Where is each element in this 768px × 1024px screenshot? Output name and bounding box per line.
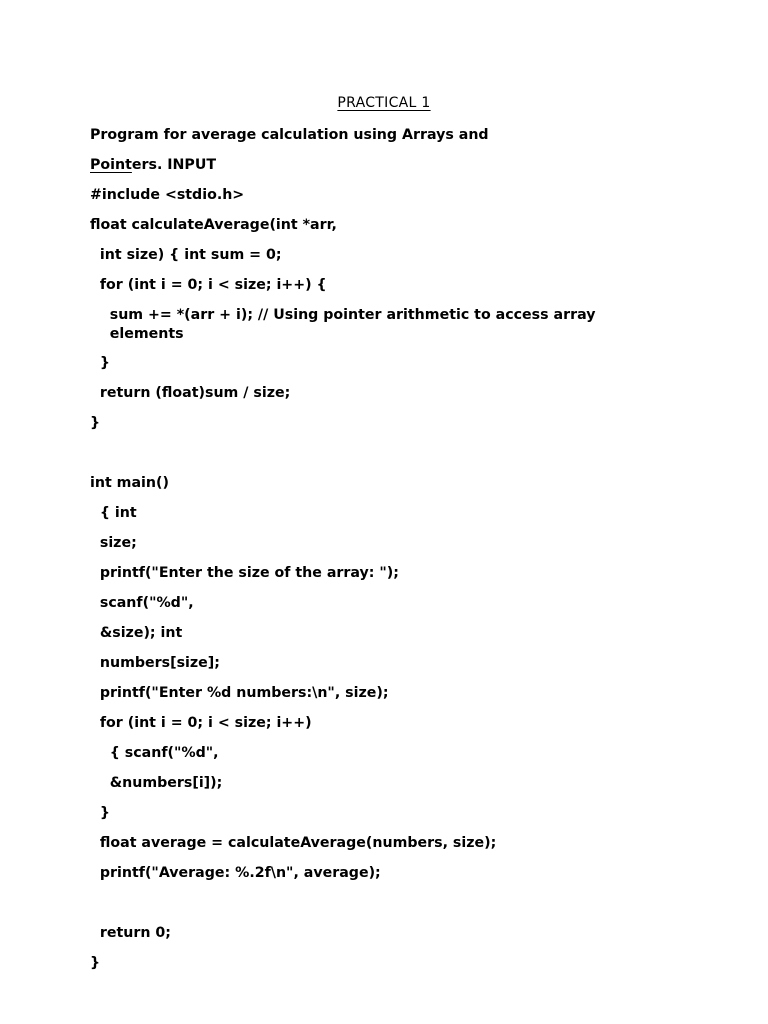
code-line: printf("Enter %d numbers:\n", size); [90, 685, 389, 701]
intro-underlined-word: Point [90, 157, 132, 173]
code-line: elements [90, 326, 184, 342]
code-line: scanf("%d", [90, 595, 194, 611]
code-line: size; [90, 535, 137, 551]
code-line: } [90, 355, 110, 371]
intro-line-2-rest: ers. INPUT [131, 157, 217, 173]
code-line: float average = calculateAverage(numbers, size); [90, 835, 497, 851]
code-line: } [90, 955, 101, 971]
code-line: } [90, 805, 110, 821]
page-title [0, 95, 768, 111]
code-line: printf("Average: %.2f\n", average); [90, 865, 381, 881]
code-line: int size) { int sum = 0; [90, 247, 282, 263]
code-line: { scanf("%d", [90, 745, 219, 761]
code-line: #include <stdio.h> [90, 187, 245, 203]
code-line: int main() [90, 475, 169, 491]
code-line: } [90, 415, 101, 431]
code-line: printf("Enter the size of the array: "); [90, 565, 399, 581]
code-line: float calculateAverage(int *arr, [90, 217, 337, 233]
page-title-text: PRACTICAL 1 [337, 95, 431, 111]
code-line: return (float)sum / size; [90, 385, 291, 401]
code-line: sum += *(arr + i); // Using pointer arithmetic to access array [90, 307, 596, 323]
code-line: return 0; [90, 925, 171, 941]
intro-line-2 [90, 156, 216, 175]
code-line: &size); int [90, 625, 183, 641]
code-line: &numbers[i]); [90, 775, 223, 791]
code-line: for (int i = 0; i < size; i++) [90, 715, 312, 731]
intro-line-1: Program for average calculation using Arrays and [90, 127, 489, 143]
code-line: for (int i = 0; i < size; i++) { [90, 277, 327, 293]
code-line: { int [90, 505, 137, 521]
code-line: numbers[size]; [90, 655, 220, 671]
